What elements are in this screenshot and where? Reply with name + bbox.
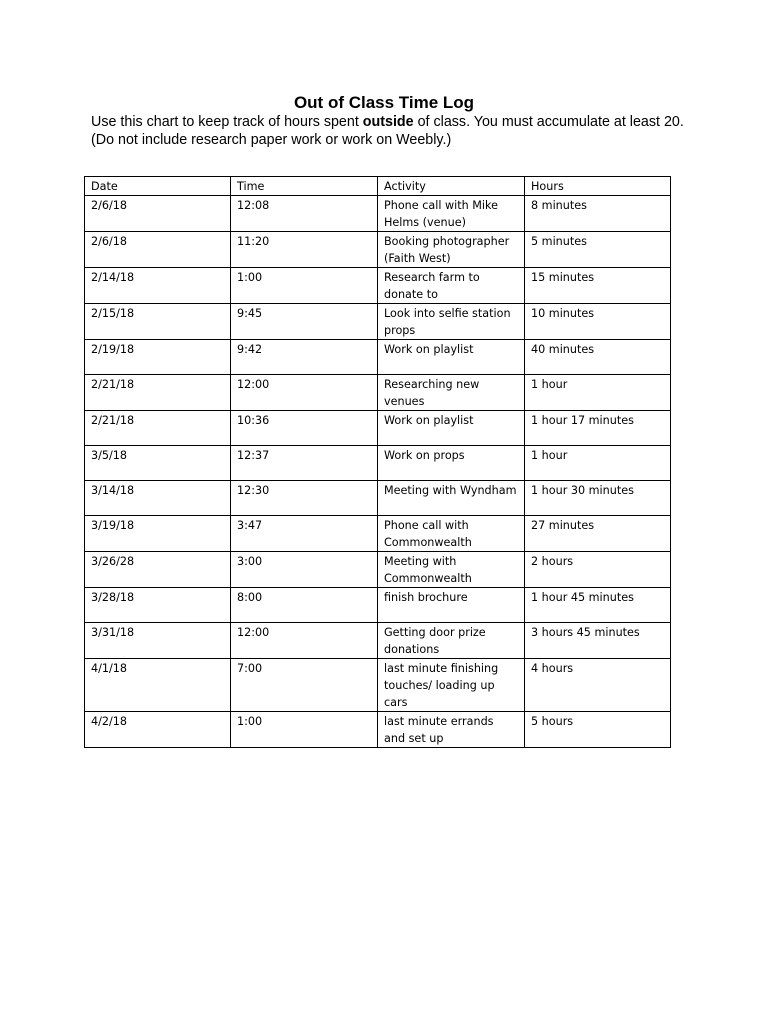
date-cell: 2/14/18 [85,268,231,304]
date-cell: 3/5/18 [85,446,231,481]
time-cell: 3:00 [231,552,378,588]
column-header-hours: Hours [525,177,671,196]
table-header-row [85,177,671,196]
activity-cell: Meeting with Wyndham [378,481,525,516]
date-cell: 2/21/18 [85,375,231,411]
time-cell: 12:08 [231,196,378,232]
time-cell: 12:00 [231,375,378,411]
hours-cell: 1 hour 45 minutes [525,588,671,623]
table-row [85,552,671,588]
activity-cell: Meeting with Commonwealth [378,552,525,588]
time-cell: 7:00 [231,659,378,712]
table-row [85,268,671,304]
activity-cell: last minute finishing touches/ loading up cars [378,659,525,712]
table-row [85,232,671,268]
time-cell: 11:20 [231,232,378,268]
table-row [85,446,671,481]
activity-cell: finish brochure [378,588,525,623]
activity-cell: Phone call with Mike Helms (venue) [378,196,525,232]
time-cell: 12:00 [231,623,378,659]
hours-cell: 1 hour 17 minutes [525,411,671,446]
activity-cell: Phone call with Commonwealth [378,516,525,552]
activity-cell: Work on playlist [378,340,525,375]
hours-cell: 1 hour 30 minutes [525,481,671,516]
table-row [85,623,671,659]
date-cell: 2/21/18 [85,411,231,446]
time-cell: 8:00 [231,588,378,623]
table-row [85,340,671,375]
column-header-time: Time [231,177,378,196]
hours-cell: 8 minutes [525,196,671,232]
table-row [85,481,671,516]
date-cell: 2/6/18 [85,196,231,232]
date-cell: 3/19/18 [85,516,231,552]
date-cell: 3/26/28 [85,552,231,588]
column-header-date: Date [85,177,231,196]
hours-cell: 10 minutes [525,304,671,340]
table-row [85,375,671,411]
hours-cell: 27 minutes [525,516,671,552]
time-cell: 9:45 [231,304,378,340]
hours-cell: 1 hour [525,375,671,411]
date-cell: 2/19/18 [85,340,231,375]
activity-cell: Work on props [378,446,525,481]
time-cell: 1:00 [231,268,378,304]
hours-cell: 5 hours [525,712,671,748]
hours-cell: 1 hour [525,446,671,481]
hours-cell: 40 minutes [525,340,671,375]
time-cell: 12:37 [231,446,378,481]
date-cell: 3/28/18 [85,588,231,623]
table-row [85,659,671,712]
table-row [85,304,671,340]
activity-cell: Look into selfie station props [378,304,525,340]
column-header-activity: Activity [378,177,525,196]
time-log-table [84,176,671,748]
instructions-line-2: (Do not include research paper work or work on Weebly.) [91,132,452,148]
instructions-emphasis: outside [362,114,414,130]
table-row [85,588,671,623]
instructions [91,113,711,149]
table-row [85,196,671,232]
instructions-text-start: Use this chart to keep track of hours spent [91,114,363,130]
activity-cell: Booking photographer (Faith West) [378,232,525,268]
activity-cell: Getting door prize donations [378,623,525,659]
activity-cell: Research farm to donate to [378,268,525,304]
activity-cell: Researching new venues [378,375,525,411]
date-cell: 3/14/18 [85,481,231,516]
activity-cell: last minute errands and set up [378,712,525,748]
date-cell: 3/31/18 [85,623,231,659]
instructions-line-1 [91,113,711,131]
date-cell: 4/1/18 [85,659,231,712]
hours-cell: 3 hours 45 minutes [525,623,671,659]
time-cell: 12:30 [231,481,378,516]
date-cell: 2/15/18 [85,304,231,340]
time-cell: 10:36 [231,411,378,446]
activity-cell: Work on playlist [378,411,525,446]
table-row [85,411,671,446]
time-cell: 9:42 [231,340,378,375]
table-row [85,712,671,748]
hours-cell: 2 hours [525,552,671,588]
time-cell: 3:47 [231,516,378,552]
date-cell: 2/6/18 [85,232,231,268]
hours-cell: 5 minutes [525,232,671,268]
time-cell: 1:00 [231,712,378,748]
page-title: Out of Class Time Log [293,93,475,112]
instructions-text-end: of class. You must accumulate at least 20. [413,114,684,130]
date-cell: 4/2/18 [85,712,231,748]
hours-cell: 15 minutes [525,268,671,304]
hours-cell: 4 hours [525,659,671,712]
table-row [85,516,671,552]
